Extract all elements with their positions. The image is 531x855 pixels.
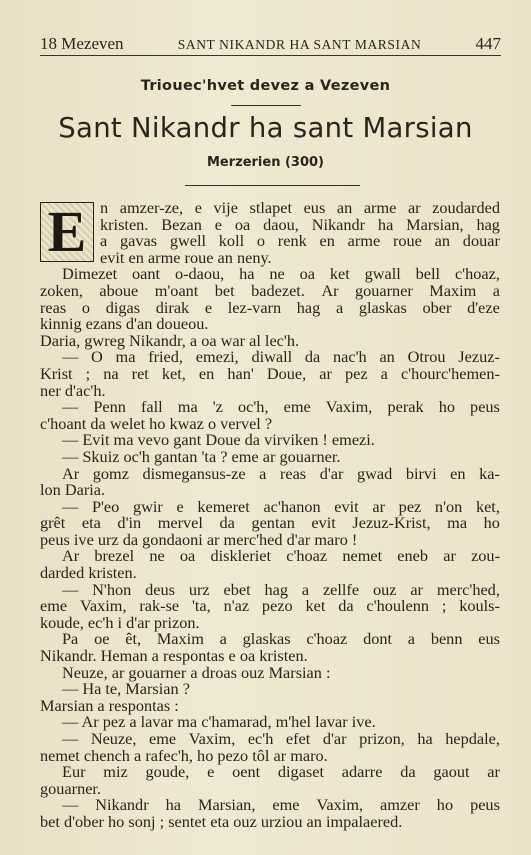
- word: pezo: [261, 596, 293, 616]
- word: en: [450, 463, 466, 483]
- word: e: [176, 496, 184, 516]
- word: ebet: [223, 579, 251, 599]
- word: nemet: [342, 546, 383, 566]
- word: da: [400, 762, 416, 782]
- text-line: [40, 764, 500, 781]
- word: hag: [296, 297, 321, 317]
- word: arme: [363, 198, 397, 217]
- word: ket: [305, 596, 326, 616]
- word: Otrou: [407, 347, 446, 367]
- word: Ar: [62, 546, 80, 566]
- word: o: [256, 231, 266, 251]
- text-line: evit en arme roue an neny.: [100, 247, 272, 267]
- text-line: bet d'ober ho sonj ; sentet eta ouz urziou an impalaered.: [40, 811, 403, 831]
- word: a: [335, 297, 344, 317]
- short-divider: [231, 105, 301, 106]
- word: o-daou,: [174, 264, 225, 284]
- text-line: lon Daria.: [40, 480, 106, 500]
- word: Nikandr: [95, 795, 149, 815]
- word: Neuze,: [90, 729, 137, 748]
- word: urz: [188, 579, 210, 599]
- word: mervel: [157, 513, 203, 533]
- word: douar: [462, 231, 500, 251]
- word: na: [103, 363, 119, 383]
- word: a: [219, 629, 227, 649]
- word: amzer: [380, 795, 420, 815]
- word: Eur: [62, 762, 86, 782]
- word: an: [379, 347, 395, 367]
- word: ha: [239, 264, 255, 284]
- word: eme: [283, 397, 311, 417]
- word: ar: [407, 198, 421, 217]
- text-line: Marsian a respontas :: [40, 695, 179, 715]
- word: ne: [149, 546, 165, 566]
- word: —: [62, 729, 79, 748]
- word: ouz: [372, 579, 397, 599]
- word: kouls-: [459, 596, 500, 616]
- word: ne: [269, 264, 285, 284]
- word: Ar: [62, 463, 80, 483]
- word: n'az: [223, 596, 250, 616]
- word: d'eze: [467, 297, 500, 317]
- word: ret: [131, 363, 149, 383]
- word: Vaxim,: [316, 795, 364, 815]
- word: goude,: [145, 762, 190, 782]
- word: merc'hed,: [436, 579, 500, 599]
- word: adarre: [341, 762, 383, 782]
- word: ar: [319, 363, 332, 383]
- word: ec'h: [247, 729, 274, 748]
- text-line: — Evit ma vevo gant Doue da virviken ! emezi.: [62, 430, 375, 450]
- word: ha: [417, 729, 433, 748]
- word: a: [407, 629, 416, 649]
- word: Vaxim,: [188, 729, 236, 748]
- word: ma: [447, 513, 468, 533]
- header-date: 18 Mezeven: [40, 34, 124, 53]
- word: ar: [487, 762, 500, 782]
- word: eme: [40, 596, 68, 616]
- word: zellfe: [322, 579, 360, 599]
- word: Krist: [40, 363, 73, 383]
- word: d'ar: [322, 729, 347, 748]
- text-line: koude, ec'h i d'ar prizon.: [40, 612, 200, 632]
- word: peus: [470, 795, 500, 815]
- word: da: [304, 347, 321, 367]
- word: a: [380, 363, 388, 383]
- word: prizon,: [359, 729, 405, 748]
- word: e: [207, 762, 215, 782]
- word: Dimezet: [62, 264, 118, 284]
- word: Jezuz-: [458, 347, 500, 367]
- word: dismegansus-ze: [142, 463, 246, 483]
- word: ho: [483, 513, 500, 533]
- word: —: [62, 795, 79, 815]
- word: reas: [40, 297, 67, 317]
- word: —: [62, 496, 79, 516]
- word: Maxim: [156, 629, 204, 649]
- word: hag: [264, 579, 288, 599]
- word: vije: [213, 198, 238, 217]
- word: amzer-ze,: [119, 198, 184, 217]
- word: ha: [165, 795, 181, 815]
- word: ha: [377, 214, 394, 234]
- word: ho: [436, 795, 454, 815]
- text-line: Nikandr. Heman a respontas e oa kristen.: [40, 646, 308, 666]
- word: Nikandr: [311, 214, 366, 234]
- word: e: [204, 297, 213, 317]
- word: ;: [85, 363, 91, 383]
- word: zou-: [471, 546, 500, 566]
- running-header: [40, 34, 501, 52]
- text-line: gouarner.: [40, 778, 102, 798]
- text-line: — Ha te, Marsian ?: [62, 679, 190, 699]
- word: reas: [279, 463, 307, 483]
- word: gwad: [357, 463, 393, 483]
- word: zoudarded: [432, 198, 500, 217]
- header-running-title: SANT NIKANDR HA SANT MARSIAN: [177, 37, 422, 52]
- drop-cap-letter: E: [47, 199, 87, 264]
- word: c'hoaz: [306, 629, 348, 649]
- word: diskleriet: [210, 546, 272, 566]
- word: a: [100, 231, 108, 251]
- word: Vaxim,: [79, 596, 127, 616]
- word: eus: [478, 629, 500, 649]
- word: ma: [177, 397, 198, 417]
- word: digas: [105, 297, 141, 317]
- word: c'hoaz: [286, 546, 328, 566]
- text-line: [40, 214, 500, 234]
- text-line: Neuze, ar gouarner a droas ouz Marsian :: [62, 662, 331, 682]
- text-line: — Skuiz oc'h gantan 'ta ? eme ar gouarner.: [62, 446, 341, 466]
- word: —: [62, 579, 79, 599]
- word: ket,: [475, 496, 500, 516]
- text-line: darded kristen.: [40, 563, 137, 583]
- word: Marsian,: [406, 214, 464, 234]
- word: en: [319, 231, 335, 251]
- text-line: nemet chench a rafec'h, ho pezo tôl ar maro.: [40, 745, 328, 765]
- word: gwall: [364, 264, 401, 284]
- word: dirak: [155, 297, 190, 317]
- long-divider: [185, 185, 360, 186]
- word: an: [434, 231, 451, 251]
- word: arme: [347, 231, 381, 251]
- word: oa: [234, 214, 251, 234]
- word: Maxim: [429, 280, 477, 300]
- word: m'oant: [154, 280, 199, 300]
- word: kemeret: [197, 496, 250, 516]
- word: d'ar: [319, 463, 344, 483]
- word: gwir: [132, 496, 163, 516]
- word: nac'h: [333, 347, 367, 367]
- word: brezel: [94, 546, 135, 566]
- word: n: [100, 198, 109, 217]
- word: a: [492, 280, 500, 300]
- word: peus: [470, 397, 500, 417]
- word: eus: [303, 198, 326, 217]
- word: ober: [422, 297, 452, 317]
- word: miz: [103, 762, 128, 782]
- word: 'ta,: [191, 596, 211, 616]
- word: oent: [232, 762, 261, 782]
- word: deus: [145, 579, 175, 599]
- word: a: [301, 579, 310, 599]
- word: ket: [329, 264, 350, 284]
- word: ho: [438, 397, 455, 417]
- word: birvi: [405, 463, 437, 483]
- word: Pa: [62, 629, 79, 649]
- word: lez-varn: [227, 297, 282, 317]
- text-line: [40, 463, 500, 483]
- word: hepdale,: [445, 729, 500, 748]
- text-line: kinnig ezans d'an doueou.: [40, 314, 209, 334]
- word: eta: [81, 513, 101, 533]
- word: Marsian,: [197, 795, 256, 815]
- word: N'hon: [92, 579, 132, 599]
- word: rak-se: [139, 596, 180, 616]
- word: ar: [410, 579, 423, 599]
- word: oc'h,: [238, 397, 269, 417]
- word: eme: [272, 795, 300, 815]
- word: c'hoaz,: [454, 264, 500, 284]
- word: oa: [179, 546, 196, 566]
- text-line: — Ar pez a lavar ma c'hamarad, m'hel lavar ive.: [62, 712, 376, 732]
- word: Ar: [321, 280, 339, 300]
- word: dont: [363, 629, 393, 649]
- word: Doue,: [266, 363, 307, 383]
- word: oant: [132, 264, 161, 284]
- word: aboue: [99, 280, 139, 300]
- word: d'in: [117, 513, 142, 533]
- word: e: [194, 198, 202, 217]
- text-line: [40, 363, 500, 383]
- word: O: [91, 347, 103, 367]
- word: c'houlenn: [366, 596, 430, 616]
- chapter-title: Sant Nikandr ha sant Marsian: [58, 112, 473, 144]
- word: Vaxim,: [325, 397, 373, 417]
- word: kristen.: [100, 214, 149, 234]
- section-title: Triouec'hvet devez a Vezeven: [140, 78, 391, 94]
- text-line: Daria, gwreg Nikandr, a oa war al lec'h.: [40, 330, 300, 350]
- word: perak: [387, 397, 424, 417]
- word: da: [219, 513, 235, 533]
- word: gouarner: [354, 280, 413, 300]
- word: pez: [345, 363, 368, 383]
- word: fall: [141, 397, 163, 417]
- word: gaout: [433, 762, 470, 782]
- word: badezet.: [251, 280, 305, 300]
- word: P'eo: [91, 496, 120, 516]
- word: gwell: [169, 231, 207, 251]
- word: hag: [476, 214, 500, 234]
- word: ka-: [479, 463, 500, 483]
- word: emezi,: [195, 347, 239, 367]
- word: ma: [115, 347, 136, 367]
- word: n'on: [434, 496, 463, 516]
- word: diwall: [251, 347, 293, 367]
- word: bell: [415, 264, 441, 284]
- word: 'z: [212, 397, 223, 417]
- word: e: [214, 214, 223, 234]
- word: Penn: [93, 397, 126, 417]
- word: ket,: [161, 363, 186, 383]
- body-text: [40, 200, 500, 831]
- word: benn: [430, 629, 463, 649]
- word: Jezuz-Krist,: [352, 513, 431, 533]
- word: glaskas: [358, 297, 407, 317]
- word: han': [227, 363, 254, 383]
- chapter-subtitle: Merzerien (300): [206, 155, 325, 170]
- word: gomz: [92, 463, 129, 483]
- word: zoken,: [40, 280, 83, 300]
- word: ;: [441, 596, 447, 616]
- word: c'hourc'hemen-: [400, 363, 500, 383]
- word: oa: [299, 264, 315, 284]
- word: evit: [311, 513, 336, 533]
- word: o: [81, 297, 91, 317]
- word: roue: [392, 231, 422, 251]
- word: —: [62, 397, 79, 417]
- word: koll: [218, 231, 245, 251]
- word: pez: [398, 496, 422, 516]
- word: en: [198, 363, 215, 383]
- word: bet: [214, 280, 235, 300]
- word: eneb: [397, 546, 429, 566]
- word: stlapet: [249, 198, 292, 217]
- header-rule: [40, 55, 501, 56]
- word: eme: [149, 729, 177, 748]
- word: ar: [372, 496, 386, 516]
- word: —: [62, 347, 79, 367]
- text-line: peus ive urz da gondaoni ar merc'hed d'ar maro !: [40, 529, 358, 549]
- word: glaskas: [242, 629, 291, 649]
- word: efet: [285, 729, 311, 748]
- word: da: [338, 596, 354, 616]
- word: êt,: [125, 629, 142, 649]
- word: ac'hanon: [263, 496, 321, 516]
- word: an: [336, 198, 353, 217]
- word: fried,: [148, 347, 183, 367]
- text-line: c'hoant da welet ho kwaz o vervel ?: [40, 413, 273, 433]
- word: digaset: [277, 762, 325, 782]
- word: gentan: [251, 513, 295, 533]
- word: evit: [334, 496, 359, 516]
- page-number: 447: [475, 34, 501, 53]
- word: grêt: [40, 513, 66, 533]
- text-line: ner d'ac'h.: [40, 380, 106, 400]
- word: Bezan: [161, 214, 202, 234]
- word: gavas: [120, 231, 158, 251]
- word: a: [259, 463, 267, 483]
- word: oe: [94, 629, 110, 649]
- word: renk: [277, 231, 307, 251]
- word: daou,: [263, 214, 299, 234]
- word: ar: [443, 546, 456, 566]
